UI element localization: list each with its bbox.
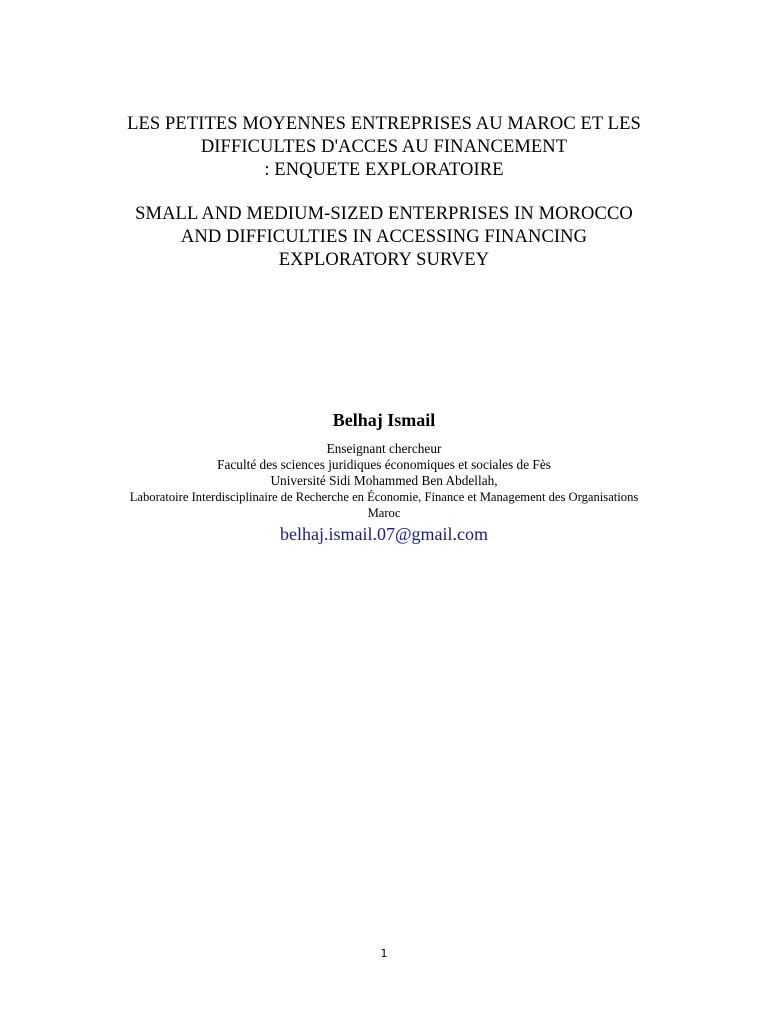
english-title-line-1: SMALL AND MEDIUM-SIZED ENTERPRISES IN MOROCCO xyxy=(135,204,633,224)
author-laboratory: Laboratoire Interdisciplinaire de Recherche en Économie, Finance et Management des Organisations xyxy=(129,490,639,504)
english-title-line-2: AND DIFFICULTIES IN ACCESSING FINANCING xyxy=(180,227,588,247)
author-name: Belhaj Ismail xyxy=(332,410,436,430)
author-faculty: Faculté des sciences juridiques économiques et sociales de Fès xyxy=(217,457,551,472)
french-title-line-3: : ENQUETE EXPLORATOIRE xyxy=(264,160,504,180)
author-country: Maroc xyxy=(367,506,401,520)
page-number: 1 xyxy=(380,947,388,960)
french-title-line-2: DIFFICULTES D'ACCES AU FINANCEMENT xyxy=(200,137,568,157)
english-title xyxy=(60,203,708,272)
author-email-link[interactable]: belhaj.ismail.07@gmail.com xyxy=(279,524,489,544)
english-title-line-3: EXPLORATORY SURVEY xyxy=(278,250,490,270)
author-university: Université Sidi Mohammed Ben Abdellah, xyxy=(270,473,498,488)
author-role: Enseignant chercheur xyxy=(326,441,442,456)
author-affiliation xyxy=(0,441,768,521)
french-title xyxy=(60,113,708,182)
french-title-line-1: LES PETITES MOYENNES ENTREPRISES AU MAROC ET LES xyxy=(127,114,641,134)
